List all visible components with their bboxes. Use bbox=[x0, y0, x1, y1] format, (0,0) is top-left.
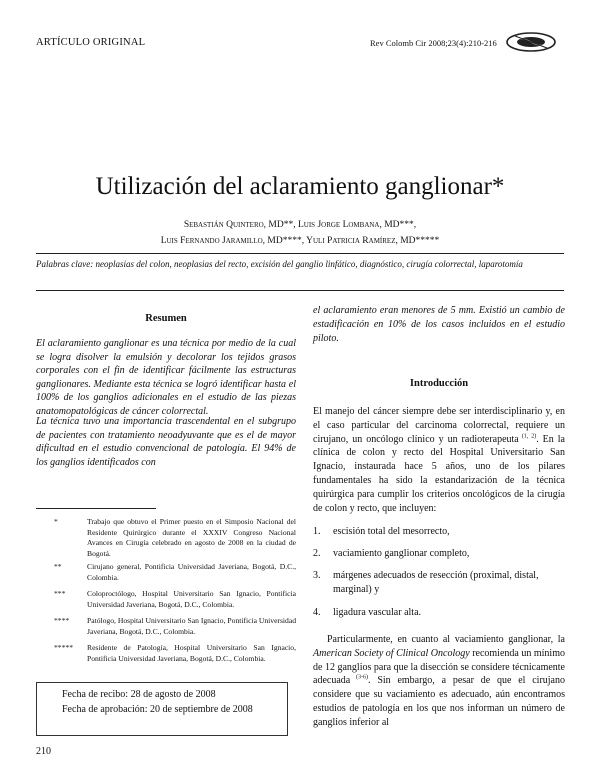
abstract-heading: Resumen bbox=[145, 313, 187, 324]
abstract-paragraph-1: El aclaramiento ganglionar es una técnica por medio de la cual se logra disolver la emulsión y decolorar los tejidos grasos corporales con el fin de identificar fácilmente las estructuras ganglionares. Mediante esta técnica se logró identificar hasta el 100% de los ganglios adicionales en el estudio de las piezas anatomopatológicas de cáncer colorrectal. bbox=[36, 338, 296, 417]
date-approved: Fecha de aprobación: 20 de septiembre de 2008 bbox=[62, 704, 253, 715]
intro-heading: Introducción bbox=[409, 378, 469, 389]
footnote-divider bbox=[36, 508, 156, 509]
intro-text: El manejo del cáncer siempre debe ser interdisciplinario y, en el caso particular del carcinoma colorrectal, requiere un cirujano, un oncólogo clínico y un radioterapeuta bbox=[313, 406, 565, 445]
footnote-text: Residente de Patología, Hospital Universitario San Ignacio, Pontificia Universidad Javeriana, Bogotá, D.C., Colombia. bbox=[87, 643, 296, 663]
list-text: márgenes adecuados de resección (proximal, distal, marginal) y bbox=[333, 570, 539, 595]
page-number: 210 bbox=[36, 746, 51, 757]
article-title: Utilización del aclaramiento ganglionar* bbox=[95, 173, 505, 200]
footnote-mark: ** bbox=[54, 562, 62, 571]
intro-text: . En la clínica de colon y recto del Hospital Universitario San Ignacio, instaurada hace 5 años, uno de los pilares fundamentales ha sido la estandarización de la técnica quirúrgica para cumplir los criterios oncológicos de la cirugía de colon y recto, que incluyen: bbox=[313, 433, 565, 514]
intro-text: Particularmente, en cuanto al vaciamiento ganglionar, la bbox=[327, 634, 565, 645]
footnote-text: Cirujano general, Pontificia Universidad Javeriana, Bogotá, D.C., Colombia. bbox=[87, 562, 296, 582]
footnote-mark: *** bbox=[54, 589, 66, 598]
list-text: escisión total del mesorrecto, bbox=[333, 526, 450, 537]
citation-ref: (1, 2) bbox=[518, 433, 537, 440]
footnote-text: Trabajo que obtuvo el Primer puesto en el Simposio Nacional del Residente Quirúrgico durante el XXXIV Congreso Nacional Avances en Cirugía celebrado en agosto de 2008 en la ciudad de Bogotá. bbox=[87, 517, 296, 558]
abstract-paragraph-2: La técnica tuvo una importancia trascendental en el subgrupo de pacientes con tratamiento neoadyuvante que es el de mayor dificultad en el estudio convencional de patología. El 94% de los ganglios identificados con bbox=[36, 416, 296, 468]
list-number: 4. bbox=[313, 607, 321, 618]
authors-line-2: Luis Fernando Jaramillo, MD****, Yuli Patricia Ramírez, MD***** bbox=[160, 236, 440, 246]
date-received: Fecha de recibo: 28 de agosto de 2008 bbox=[62, 689, 216, 700]
divider-top bbox=[36, 253, 564, 254]
intro-paragraph-2 bbox=[313, 633, 565, 730]
divider-bottom bbox=[36, 290, 564, 291]
list-text: vaciamiento ganglionar completo, bbox=[333, 548, 470, 559]
intro-text: . Sin embargo, a pesar de que el cirujano considere que su vaciamiento es adecuado, aún encontramos estudios de patología en los que nos informan un número de ganglios inferior al bbox=[313, 675, 565, 728]
intro-text: recomienda un mínimo de 12 ganglios para que la disección se considere técnicamente adecuada bbox=[313, 647, 565, 687]
list-text: ligadura vascular alta. bbox=[333, 607, 422, 618]
footnote-mark: * bbox=[54, 517, 58, 526]
citation: Rev Colomb Cir 2008;23(4):210-216 bbox=[370, 38, 497, 48]
authors-line-1: Sebastián Quintero, MD**, Luis Jorge Lombana, MD***, bbox=[183, 220, 417, 230]
section-label: ARTÍCULO ORIGINAL bbox=[36, 37, 146, 48]
footnote-text: Patólogo, Hospital Universitario San Ignacio, Pontificia Universidad Javeriana, Bogotá, D.C., Colombia. bbox=[87, 616, 296, 636]
list-number: 2. bbox=[313, 548, 321, 559]
list-number: 1. bbox=[313, 526, 321, 537]
citation-ref: (3-6) bbox=[350, 675, 369, 682]
journal-logo bbox=[505, 31, 557, 53]
footnote-mark: **** bbox=[54, 616, 70, 625]
abstract-continuation: el aclaramiento eran menores de 5 mm. Existió un cambio de estadificación en 10% de los casos incluidos en el estudio piloto. bbox=[313, 305, 565, 344]
intro-paragraph-1 bbox=[313, 405, 565, 515]
footnote-mark: ***** bbox=[54, 643, 73, 652]
society-name: American Society of Clinical Oncology bbox=[313, 647, 470, 659]
list-number: 3. bbox=[313, 570, 321, 581]
footnote-text: Coloproctólogo, Hospital Universitario San Ignacio, Pontificia Universidad Javeriana, Bogotá, D.C., Colombia. bbox=[87, 589, 296, 609]
keywords: Palabras clave: neoplasias del colon, neoplasias del recto, excisión del ganglio linfático, diagnóstico, cirugía colorrectal, laparotomía bbox=[36, 259, 523, 269]
